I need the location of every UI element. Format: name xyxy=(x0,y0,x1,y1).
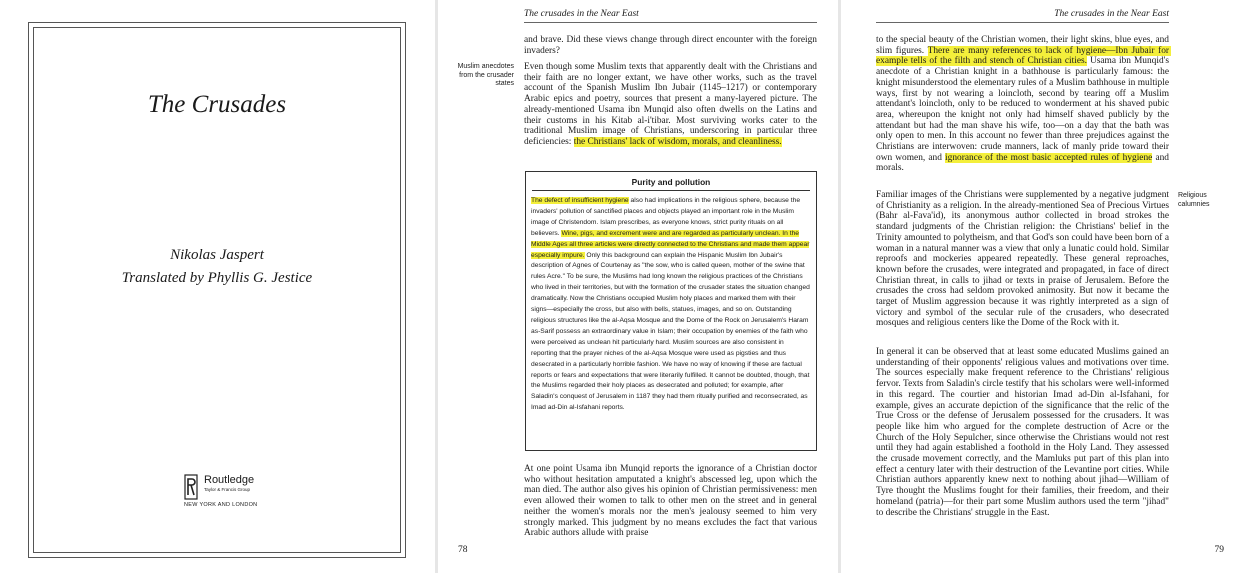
book-title: The Crusades xyxy=(147,91,287,118)
margin-note: Religious calumnies xyxy=(1178,192,1210,208)
header-rule xyxy=(524,22,817,23)
running-head: The crusades in the Near East xyxy=(524,9,639,19)
text-run: Usama ibn Munqid's anecdote of a Christian knight in a bathhouse is particularly famous: the knight misunderstood the elementary rules of a Muslim bathhouse in multiple ways, first by not wearing a loincloth, second by tearing off a Muslim attendant's loincloth, only to be reduced to wonderment at his shaved pubic area, whereupon the knight not only had himself shaved publicly by the attendant but had the man shave his wife, too—on a day that the bath was only open to men. In this account no fewer than three prejudices against the Christians are interwoven: crude manners, lack of manly pride toward their own women, and xyxy=(876,56,1172,163)
page-78 xyxy=(438,0,838,573)
paragraph xyxy=(876,190,1172,329)
cover-inner-frame xyxy=(33,27,401,553)
sidebar-box-title: Purity and pollution xyxy=(631,177,711,187)
page-number: 79 xyxy=(1214,545,1224,555)
text-run: Only this background can explain the Hispanic Muslim Ibn Jubair's description of Agnes of Courtenay as "the sow, who is called queen, mother of the swine that rules Acre." To be sure, the Muslims had long known the religious practices of the Christians who lived in their territories, but with the formation of the crusader states the situation changed dramatically. Now the Christians occupied Muslim holy places and marked them with their signs—especially the cross, but also with bells, statues, images, and so on. Outstanding religious structures like the al-Aqsa Mosque and the Dome of the Rock on Jerusalem's Haram as-Sarif possess an extraordinary value in Islam; their occupation by enemies of the faith who were perceived as unclean hit particularly hard. Muslim sources are also consistent in reporting that the prayer niches of the al-Aqsa Mosque were used as pigsties and thus desecrated in a particularly horrible fashion. We have no way of knowing if these are factual reports or fears and expectations that were literarily fulfilled. It cannot be doubted, though, that the Muslims regarded their holy places as desecrated and polluted; for example, after Saladin's conquest of Jerusalem in 1187 they had them ritually purified and reconsecrated, as Imad ad-Din al-Isfahani reports. xyxy=(531,251,810,412)
text-run: to the special beauty of the Christian women, their light skins, blue eyes, and slim figures. xyxy=(876,35,1172,56)
highlighted-text: Wine, pigs, and excrement were and are regarded as particularly unclean. In the Middle Ages all three articles were directly connected to the Christians and made them appear especially impure. xyxy=(531,229,810,259)
publisher-logo xyxy=(184,474,314,510)
paragraph xyxy=(524,35,820,56)
header-rule xyxy=(876,22,1169,23)
text-run: In general it can be observed that at least some educated Muslims gained an understanding of their opponents' religious values and motivations over time. The sources especially make frequent reference to the Christians' religious fervor. Texts from Saladin's circle testify that his scholars were well-informed in this regard. The courtier and historian Imad ad-Din al-Isfahani, for example, gives an accurate depiction of the significance that the relic of the True Cross or the defense of Jerusalem possessed for the crusaders. It was people like him who argued for the complete destruction of Acre or the Church of the Holy Sepulcher, since otherwise the Christians would not rest until they had again established a foothold in the Holy Land. They assessed the crusade movement correctly, and the Mamluks put part of this plan into effect a century later with their destruction of the Levantine port cities. While Christian authors apparently knew next to nothing about jihad—William of Tyre thought the Muslims fought for their families, their freedom, and their homeland (patria)—for their part some Muslim authors used the term "jihad" to describe the Christians' struggle in the East. xyxy=(876,347,1172,518)
publisher-name: Routledge xyxy=(204,474,255,486)
book-author: Nikolas Jaspert xyxy=(170,247,264,263)
running-head: The crusades in the Near East xyxy=(1054,9,1169,19)
sidebar-box-text xyxy=(531,196,811,414)
page-number: 78 xyxy=(458,545,468,555)
highlighted-text: the Christians' lack of wisdom, morals, and cleanliness. xyxy=(573,136,782,147)
text-run: also had implications in the religious sphere, because the invaders' pollution of sanctified places and objects played an important role in the Muslim image of Christendom. Islam prescribes, as everyone knows, strict purity rituals on all believers. xyxy=(531,197,801,237)
paragraph xyxy=(524,62,820,148)
paragraph xyxy=(524,464,820,539)
highlighted-text: There are many references to lack of hygiene—Ibn Jubair for example tells of the filth and stench of Christian cities. xyxy=(876,45,1172,67)
highlighted-text: The defect of insufficient hygiene xyxy=(531,197,629,204)
text-run: Familiar images of the Christians were supplemented by a negative judgment of Christianity as a religion. In the already-mentioned Sea of Precious Virtues (Bahr al-Fava'id), its anonymous author collected in broad strokes the standard judgments of the Christian religion: the Christians' belief in the Trinity amounted to polytheism, and that God's son could have been born of a woman in a natural manner was a view that only a lunatic could hold. Similar reproofs and mockeries appeared repeatedly. These general reproaches, known before the crusades, were integrated and propagated, in face of direct Christian threat, in calls to jihad or texts in praise of Jerusalem. Before the crusades the cross had seldom provoked animosity. But now it became the target of Muslim aggression because it was rightly interpreted as a sign of victory and symbol of the secular rule of the crusaders, who desecrated mosques and religious centers like the Dome of the Rock with it. xyxy=(876,190,1172,329)
routledge-logo-icon xyxy=(184,474,198,500)
publisher-cities: NEW YORK AND LONDON xyxy=(184,502,258,508)
highlighted-text: ignorance of the most basic accepted rules of hygiene xyxy=(945,152,1153,163)
text-run: and brave. Did these views change through direct encounter with the foreign invaders? xyxy=(524,35,820,56)
text-run: Even though some Muslim texts that apparently dealt with the Christians and their faith are no longer extant, we have other works, such as the travel account of the Spanish Muslim Ibn Jubair (1145–1217) or contemporary Arabic epics and poetry, sources that present a many-layered picture. The already-mentioned Usama ibn Munqid also often dwells on the Latins and their customs in his Kitab al-i'tibar. Most surviving works cater to the traditional Muslim image of Christians, underscoring in particular three deficiencies: xyxy=(524,62,820,147)
page-79 xyxy=(841,0,1242,573)
cover-page xyxy=(0,0,435,573)
text-run: At one point Usama ibn Munqid reports the ignorance of a Christian doctor who without hesitation amputated a knight's abscessed leg, upon which the man died. The author also gives his opinion of Christian permissiveness: men even allowed their women to talk to other men on the street and in general neither the women's morals nor the men's jealousy seemed to him very strongly marked. This judgment by no means excludes the fact that various Arabic authors allude with praise xyxy=(524,464,820,539)
margin-note: Muslim anecdotes from the crusader states xyxy=(457,63,514,88)
sidebar-box xyxy=(525,171,817,451)
paragraph xyxy=(876,35,1172,174)
publisher-tagline: Taylor & Francis Group xyxy=(204,487,251,492)
cover-frame xyxy=(28,22,406,558)
book-translator: Translated by Phyllis G. Jestice xyxy=(121,270,313,286)
sidebar-box-rule xyxy=(532,190,810,191)
paragraph xyxy=(876,347,1172,518)
text-run: and morals. xyxy=(876,152,1172,174)
